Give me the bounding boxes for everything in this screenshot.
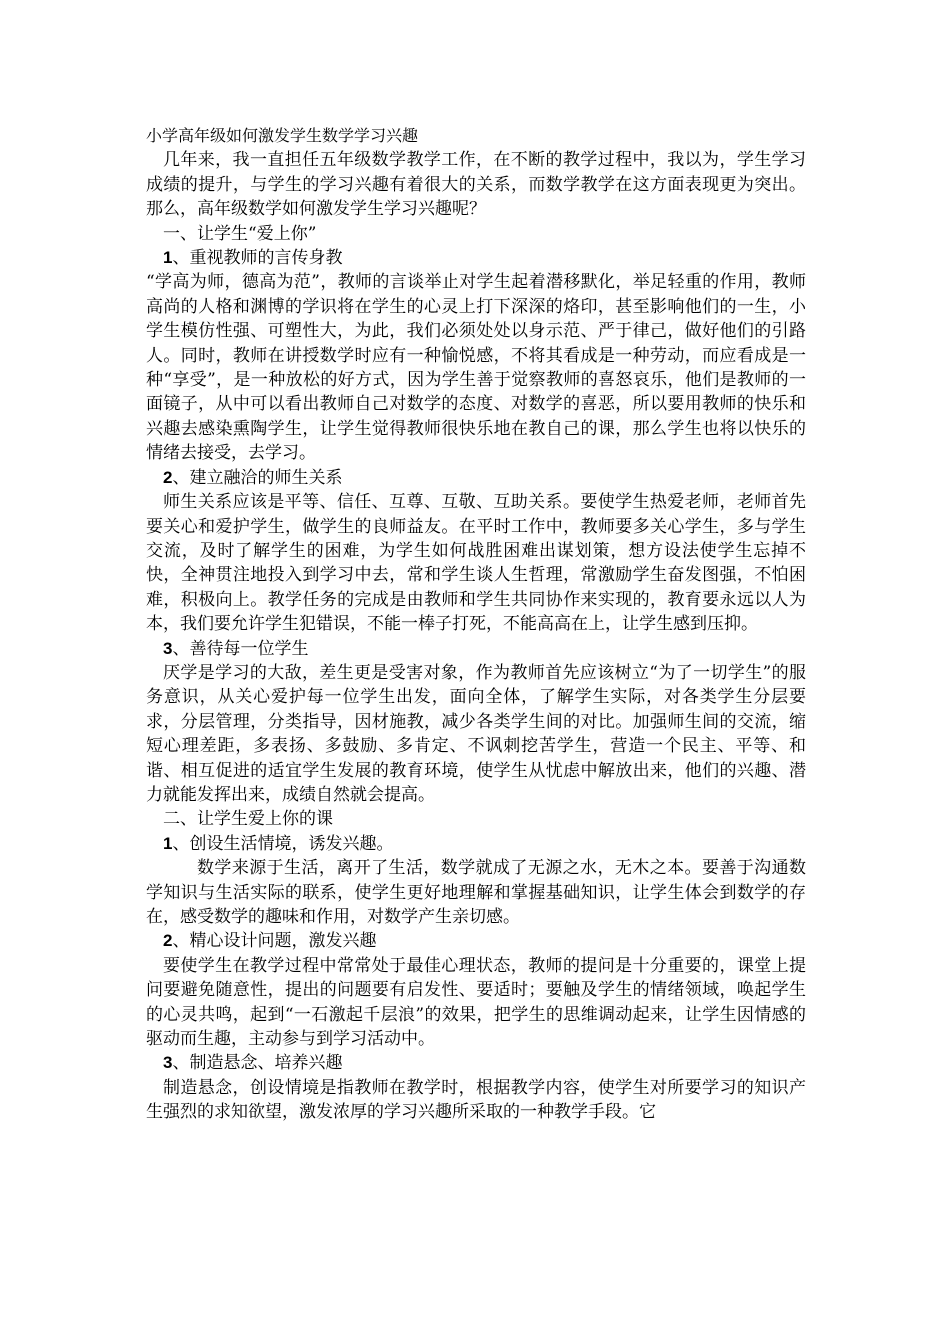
sub-heading-number: 1 xyxy=(163,833,173,853)
section-2-heading: 二、让学生爱上你的课 xyxy=(163,809,333,830)
sub-heading-number: 2 xyxy=(163,931,173,951)
sub-heading-number: 1 xyxy=(163,248,173,268)
document-title: 小学高年级如何激发学生数学学习兴趣 xyxy=(146,126,419,145)
section-2-sub-2-body: 要使学生在教学过程中常常处于最佳心理状态，教师的提问是十分重要的，课堂上提问要避免随意性，提出的问题要有启发性、要适时；要触及学生的情绪领域，唤起学生的心灵共鸣，起到“一石激起千层浪”的效果，把学生的思维调动起来，让学生因情感的驱动而生趣，主动参与到学习活动中。 xyxy=(146,955,806,1050)
section-2-sub-1-heading xyxy=(146,832,806,856)
sub-heading-text: 、创设生活情境，诱发兴趣。 xyxy=(172,833,394,854)
section-1-sub-1-heading xyxy=(146,246,806,270)
sub-heading-number: 2 xyxy=(163,467,173,487)
section-2-sub-2-heading xyxy=(146,929,806,953)
sub-heading-text: 、重视教师的言传身教 xyxy=(172,248,343,269)
sub-heading-number: 3 xyxy=(163,638,173,658)
sub-heading-text: 、制造悬念、培养兴趣 xyxy=(172,1053,343,1074)
sub-heading-number: 3 xyxy=(163,1053,173,1073)
section-1-sub-1-body: “学高为师，德高为范”，教师的言谈举止对学生起着潜移默化，举足轻重的作用，教师高尚的人格和渊博的学识将在学生的心灵上打下深深的烙印，甚至影响他们的一生，小学生模仿性强、可塑性大，为此，我们必须处处以身示范、严于律己，做好他们的引路人。同时，教师在讲授数学时应有一种愉悦感，不将其看成是一种劳动，而应看成是一种“享受”，是一种放松的好方式，因为学生善于觉察教师的喜怒哀乐，他们是教师的一面镜子，从中可以看出教师自己对数学的态度、对数学的喜恶，所以要用教师的快乐和兴趣去感染熏陶学生，让学生觉得教师很快乐地在教自己的课，那么学生也将以快乐的情绪去接受，去学习。 xyxy=(146,272,806,464)
section-1-sub-2-body: 师生关系应该是平等、信任、互尊、互敬、互助关系。要使学生热爱老师，老师首先要关心和爱护学生，做学生的良师益友。在平时工作中，教师要多关心学生，多与学生交流，及时了解学生的困难，为学生如何战胜困难出谋划策，想方设法使学生忘掉不快，全神贯注地投入到学习中去，常和学生谈人生哲理，常激励学生奋发图强，不怕困难，积极向上。教学任务的完成是由教师和学生共同协作来实现的，教育要永远以人为本，我们要允许学生犯错误，不能一棒子打死，不能高高在上，让学生感到压抑。 xyxy=(146,492,806,635)
section-2-sub-1-body: 数学来源于生活，离开了生活，数学就成了无源之水，无木之本。要善于沟通数学知识与生活实际的联系，使学生更好地理解和掌握基础知识，让学生体会到数学的存在，感受数学的趣味和作用，对数学产生亲切感。 xyxy=(146,858,806,927)
section-1-heading: 一、让学生“爱上你” xyxy=(163,223,317,244)
section-1-sub-2-heading xyxy=(146,466,806,490)
section-2-sub-3-heading xyxy=(146,1051,806,1075)
section-2-sub-3-body: 制造悬念，创设情境是指教师在教学时，根据教学内容，使学生对所要学习的知识产生强烈的求知欲望，激发浓厚的学习兴趣所采取的一种教学手段。它 xyxy=(146,1077,806,1123)
sub-heading-text: 、精心设计问题，激发兴趣 xyxy=(172,931,377,952)
section-1-sub-3-body: 厌学是学习的大敌，差生更是受害对象，作为教师首先应该树立“为了一切学生”的服务意识，从关心爱护每一位学生出发，面向全体，了解学生实际，对各类学生分层要求，分层管理，分类指导，因材施教，减少各类学生间的对比。加强师生间的交流，缩短心理差距，多表扬、多鼓励、多肯定、不讽刺挖苦学生，营造一个民主、平等、和谐、相互促进的适宜学生发展的教育环境，使学生从忧虑中解放出来，他们的兴趣、潜力就能发挥出来，成绩自然就会提高。 xyxy=(146,662,806,805)
section-1-sub-3-heading xyxy=(146,637,806,661)
document-page xyxy=(146,124,806,1125)
intro-paragraph: 几年来，我一直担任五年级数学教学工作，在不断的教学过程中，我以为，学生学习成绩的提升，与学生的学习兴趣有着很大的关系，而数学教学在这方面表现更为突出。那么，高年级数学如何激发学生学习兴趣呢？ xyxy=(146,150,806,220)
sub-heading-text: 、建立融洽的师生关系 xyxy=(172,467,343,488)
sub-heading-text: 、善待每一位学生 xyxy=(172,638,309,659)
